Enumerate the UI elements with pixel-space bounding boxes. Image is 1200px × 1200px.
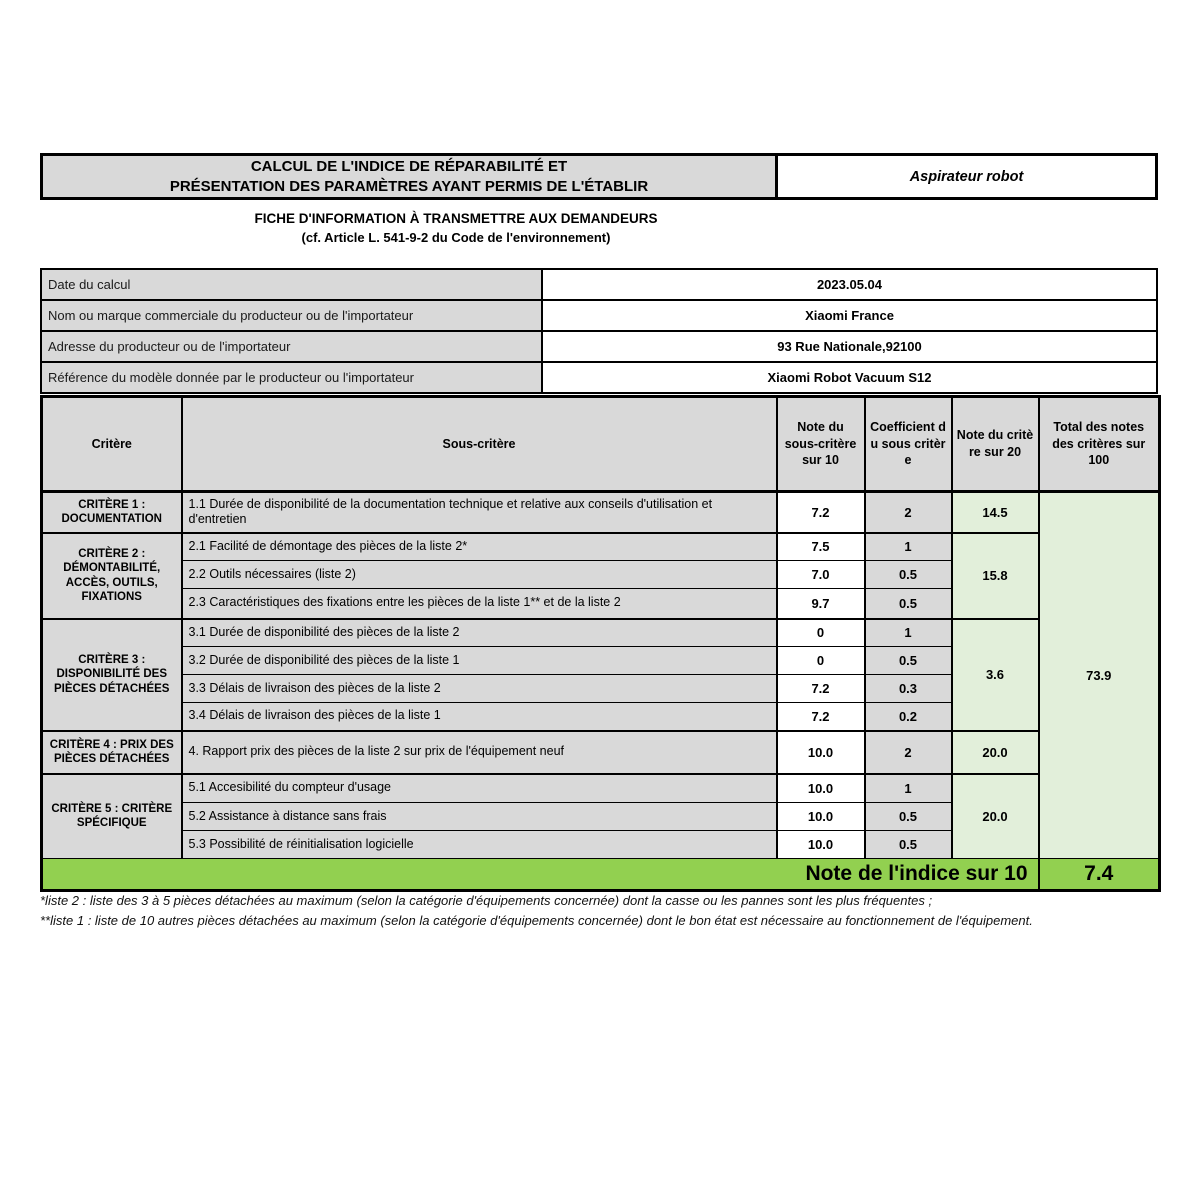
criteria-score-table xyxy=(40,395,1161,892)
criterion-1-label: CRITÈRE 1 : DOCUMENTATION xyxy=(42,492,182,533)
coeff-2-3: 0.5 xyxy=(865,589,952,619)
info-row xyxy=(41,362,1157,393)
coeff-3-4: 0.2 xyxy=(865,703,952,731)
info-table xyxy=(40,268,1158,394)
info-row xyxy=(41,300,1157,331)
info-value-date: 2023.05.04 xyxy=(542,269,1157,300)
footnotes xyxy=(40,891,1158,930)
subcriterion-2-3: 2.3 Caractéristiques des fixations entre les pièces de la liste 1** et de la liste 2 xyxy=(182,589,777,619)
index-label: Note de l'indice sur 10 xyxy=(42,859,1039,891)
info-label-address: Adresse du producteur ou de l'importateur xyxy=(41,331,542,362)
info-row xyxy=(41,269,1157,300)
footnote-liste1: **liste 1 : liste de 10 autres pièces détachées au maximum (selon la catégorie d'équipements concernée) dont le bon état est nécessaire au fonctionnement de l'équipement. xyxy=(40,912,1033,928)
header-sous-critere: Sous-critère xyxy=(182,397,777,492)
info-label-producer: Nom ou marque commerciale du producteur ou de l'importateur xyxy=(41,300,542,331)
document-title xyxy=(43,156,778,197)
header-coefficient: Coefficient du sous critère xyxy=(865,397,952,492)
footnote-liste2: *liste 2 : liste des 3 à 5 pièces détachées au maximum (selon la catégorie d'équipements concernée) dont la casse ou les pannes sont les plus fréquentes ; xyxy=(40,893,933,908)
note10-3-4: 7.2 xyxy=(777,703,865,731)
coeff-1-1: 2 xyxy=(865,492,952,533)
note10-2-2: 7.0 xyxy=(777,561,865,589)
coeff-2-2: 0.5 xyxy=(865,561,952,589)
total-notes-100: 73.9 xyxy=(1039,492,1160,859)
document-title-line1: CALCUL DE L'INDICE DE RÉPARABILITÉ ET xyxy=(250,158,568,175)
subcriterion-3-3: 3.3 Délais de livraison des pièces de la liste 2 xyxy=(182,675,777,703)
note10-3-2: 0 xyxy=(777,647,865,675)
note10-3-3: 7.2 xyxy=(777,675,865,703)
header-total100: Total des notes des critères sur 100 xyxy=(1039,397,1160,492)
criterion-2-label: CRITÈRE 2 : DÉMONTABILITÉ, ACCÈS, OUTILS, FIXATIONS xyxy=(42,533,182,619)
criterion-1-score20: 14.5 xyxy=(952,492,1039,533)
header-note10: Note du sous-critère sur 10 xyxy=(777,397,865,492)
index-row xyxy=(42,859,1160,891)
score-table-header-row xyxy=(42,397,1160,492)
table-row xyxy=(42,774,1160,803)
table-row xyxy=(42,619,1160,647)
info-value-model: Xiaomi Robot Vacuum S12 xyxy=(542,362,1157,393)
note10-2-1: 7.5 xyxy=(777,533,865,561)
coeff-5-1: 1 xyxy=(865,774,952,803)
note10-3-1: 0 xyxy=(777,619,865,647)
table-row xyxy=(42,731,1160,774)
note10-2-3: 9.7 xyxy=(777,589,865,619)
table-row xyxy=(42,492,1160,533)
table-row xyxy=(42,533,1160,561)
note10-1-1: 7.2 xyxy=(777,492,865,533)
info-row xyxy=(41,331,1157,362)
subcriterion-5-3: 5.3 Possibilité de réinitialisation logicielle xyxy=(182,831,777,859)
coeff-5-2: 0.5 xyxy=(865,803,952,831)
fiche-heading-block xyxy=(40,211,872,245)
subcriterion-5-2: 5.2 Assistance à distance sans frais xyxy=(182,803,777,831)
coeff-4: 2 xyxy=(865,731,952,774)
product-type: Aspirateur robot xyxy=(909,168,1024,185)
subcriterion-1-1: 1.1 Durée de disponibilité de la documentation technique et relative aux conseils d'utilisation et d'entretien xyxy=(182,492,777,533)
criterion-4-label: CRITÈRE 4 : PRIX DES PIÈCES DÉTACHÉES xyxy=(42,731,182,774)
coeff-2-1: 1 xyxy=(865,533,952,561)
criterion-3-score20: 3.6 xyxy=(952,619,1039,731)
fiche-subheading: (cf. Article L. 541-9-2 du Code de l'environnement) xyxy=(301,230,611,245)
coeff-3-3: 0.3 xyxy=(865,675,952,703)
subcriterion-3-2: 3.2 Durée de disponibilité des pièces de la liste 1 xyxy=(182,647,777,675)
product-type-box xyxy=(778,156,1155,197)
subcriterion-3-4: 3.4 Délais de livraison des pièces de la liste 1 xyxy=(182,703,777,731)
criterion-2-score20: 15.8 xyxy=(952,533,1039,619)
info-value-address: 93 Rue Nationale,92100 xyxy=(542,331,1157,362)
document-title-line2: PRÉSENTATION DES PARAMÈTRES AYANT PERMIS DE L'ÉTABLIR xyxy=(169,177,649,195)
note10-5-2: 10.0 xyxy=(777,803,865,831)
fiche-heading: FICHE D'INFORMATION À TRANSMETTRE AUX DEMANDEURS xyxy=(254,211,658,226)
criterion-5-label: CRITÈRE 5 : CRITÈRE SPÉCIFIQUE xyxy=(42,774,182,859)
criterion-5-score20: 20.0 xyxy=(952,774,1039,859)
coeff-3-2: 0.5 xyxy=(865,647,952,675)
criterion-4-score20: 20.0 xyxy=(952,731,1039,774)
subcriterion-5-1: 5.1 Accesibilité du compteur d'usage xyxy=(182,774,777,803)
criterion-3-label: CRITÈRE 3 : DISPONIBILITÉ DES PIÈCES DÉTACHÉES xyxy=(42,619,182,731)
note10-5-3: 10.0 xyxy=(777,831,865,859)
header-critere: Critère xyxy=(42,397,182,492)
coeff-3-1: 1 xyxy=(865,619,952,647)
info-value-producer: Xiaomi France xyxy=(542,300,1157,331)
info-label-date: Date du calcul xyxy=(41,269,542,300)
note10-5-1: 10.0 xyxy=(777,774,865,803)
coeff-5-3: 0.5 xyxy=(865,831,952,859)
info-label-model: Référence du modèle donnée par le producteur ou l'importateur xyxy=(41,362,542,393)
subcriterion-4: 4. Rapport prix des pièces de la liste 2 sur prix de l'équipement neuf xyxy=(182,731,777,774)
subcriterion-2-1: 2.1 Facilité de démontage des pièces de la liste 2* xyxy=(182,533,777,561)
note10-4: 10.0 xyxy=(777,731,865,774)
header-note20: Note du critère sur 20 xyxy=(952,397,1039,492)
index-value: 7.4 xyxy=(1039,859,1160,891)
subcriterion-2-2: 2.2 Outils nécessaires (liste 2) xyxy=(182,561,777,589)
title-band xyxy=(40,153,1158,200)
subcriterion-3-1: 3.1 Durée de disponibilité des pièces de la liste 2 xyxy=(182,619,777,647)
